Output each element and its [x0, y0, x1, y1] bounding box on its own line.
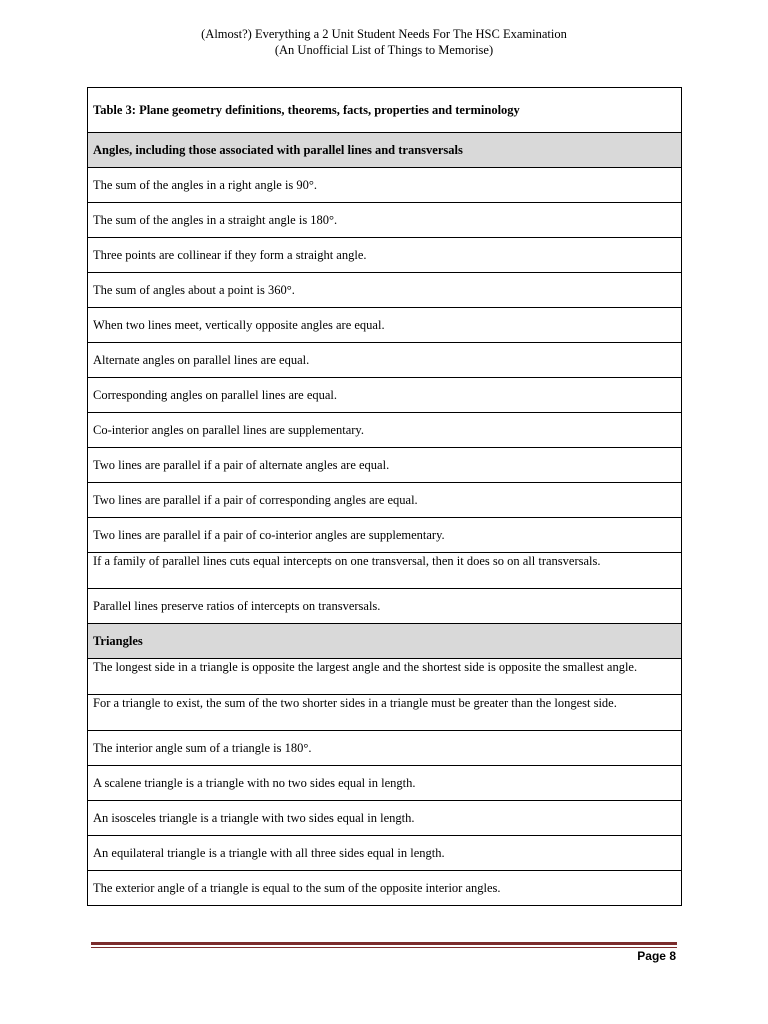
table-row [88, 836, 682, 871]
table-row [88, 273, 682, 308]
table-row [88, 378, 682, 413]
table-cell: An equilateral triangle is a triangle with all three sides equal in length. [88, 836, 682, 871]
table-cell: Parallel lines preserve ratios of intercepts on transversals. [88, 589, 682, 624]
table-cell: A scalene triangle is a triangle with no two sides equal in length. [88, 766, 682, 801]
table-row [88, 871, 682, 906]
footer-divider-thin [91, 947, 677, 948]
table-cell: The longest side in a triangle is opposite the largest angle and the shortest side is opposite the smallest angle. [88, 659, 682, 695]
table-row [88, 343, 682, 378]
table-row [88, 203, 682, 238]
header-line-1: (Almost?) Everything a 2 Unit Student Needs For The HSC Examination [201, 27, 567, 41]
table-row [88, 766, 682, 801]
section-heading: Angles, including those associated with parallel lines and transversals [88, 133, 682, 168]
table-cell: Two lines are parallel if a pair of alternate angles are equal. [88, 448, 682, 483]
table-row [88, 168, 682, 203]
table-cell: Two lines are parallel if a pair of co-interior angles are supplementary. [88, 518, 682, 553]
table-cell: Three points are collinear if they form a straight angle. [88, 238, 682, 273]
table-row [88, 589, 682, 624]
table-title-row [88, 88, 682, 133]
table-row [88, 801, 682, 836]
table-cell: The sum of the angles in a straight angle is 180°. [88, 203, 682, 238]
table-cell: An isosceles triangle is a triangle with two sides equal in length. [88, 801, 682, 836]
section-heading: Triangles [88, 624, 682, 659]
table-row [88, 308, 682, 343]
geometry-table [87, 87, 682, 906]
table-cell: The interior angle sum of a triangle is 180°. [88, 731, 682, 766]
table-cell: The sum of the angles in a right angle is 90°. [88, 168, 682, 203]
table-title: Table 3: Plane geometry definitions, theorems, facts, properties and terminology [88, 88, 682, 133]
page-number: Page 8 [637, 949, 676, 963]
table-row [88, 413, 682, 448]
table-cell: Two lines are parallel if a pair of corresponding angles are equal. [88, 483, 682, 518]
table-row [88, 731, 682, 766]
table-row [88, 448, 682, 483]
page-header [0, 26, 768, 58]
table-row [88, 659, 682, 695]
table-cell: Co-interior angles on parallel lines are supplementary. [88, 413, 682, 448]
table-cell: For a triangle to exist, the sum of the two shorter sides in a triangle must be greater than the longest side. [88, 695, 682, 731]
table-cell: When two lines meet, vertically opposite angles are equal. [88, 308, 682, 343]
table-row [88, 695, 682, 731]
header-line-2: (An Unofficial List of Things to Memorise) [274, 43, 494, 57]
table-row [88, 483, 682, 518]
section-header-triangles [88, 624, 682, 659]
table-row [88, 518, 682, 553]
table-cell: The sum of angles about a point is 360°. [88, 273, 682, 308]
table-row [88, 238, 682, 273]
footer-divider [91, 942, 677, 945]
table-cell: Corresponding angles on parallel lines are equal. [88, 378, 682, 413]
table-cell: The exterior angle of a triangle is equal to the sum of the opposite interior angles. [88, 871, 682, 906]
table-cell: If a family of parallel lines cuts equal intercepts on one transversal, then it does so on all transversals. [88, 553, 682, 589]
table-cell: Alternate angles on parallel lines are equal. [88, 343, 682, 378]
section-header-angles [88, 133, 682, 168]
table-row [88, 553, 682, 589]
